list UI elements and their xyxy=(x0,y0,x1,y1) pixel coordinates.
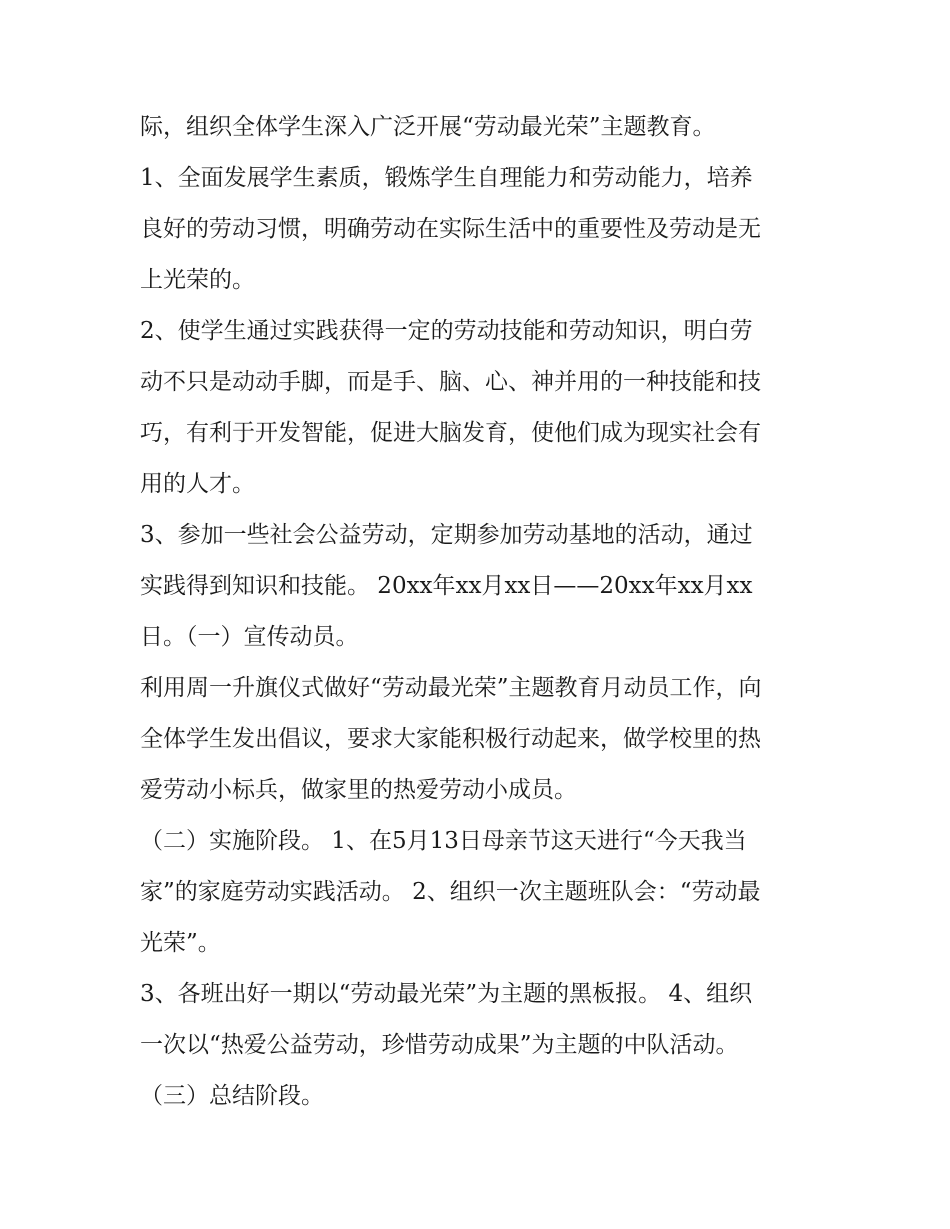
text-line: 家”的家庭劳动实践活动。 2、组织一次主题班队会：“劳动最 xyxy=(140,879,761,905)
document-body xyxy=(140,102,830,1122)
text-line: 一次以“热爱公益劳动，珍惜劳动成果”为主题的中队活动。 xyxy=(140,1032,739,1058)
text-line: 际，组织全体学生深入广泛开展“劳动最光荣”主题教育。 xyxy=(140,114,716,140)
text-line: （二）实施阶段。 1、在5月13日母亲节这天进行“今天我当 xyxy=(140,828,747,854)
text-line: 光荣”。 xyxy=(140,930,221,956)
text-line: 3、各班出好一期以“劳动最光荣”为主题的黑板报。 4、组织 xyxy=(140,981,753,1007)
text-line: 1、全面发展学生素质，锻炼学生自理能力和劳动能力，培养 xyxy=(140,165,753,191)
text-line: 2、使学生通过实践获得一定的劳动技能和劳动知识，明白劳 xyxy=(140,318,753,344)
text-line: 爱劳动小标兵，做家里的热爱劳动小成员。 xyxy=(140,777,577,803)
text-line: 全体学生发出倡议，要求大家能积极行动起来，做学校里的热 xyxy=(140,726,761,752)
text-line: 上光荣的。 xyxy=(140,267,255,293)
text-line: 利用周一升旗仪式做好“劳动最光荣”主题教育月动员工作，向 xyxy=(140,675,762,701)
text-line: 实践得到知识和技能。 20xx年xx月xx日——20xx年xx月xx xyxy=(140,573,753,599)
text-line: （三）总结阶段。 xyxy=(140,1083,324,1109)
text-line: 良好的劳动习惯，明确劳动在实际生活中的重要性及劳动是无 xyxy=(140,216,761,242)
text-line: 用的人才。 xyxy=(140,471,255,497)
text-line: 3、参加一些社会公益劳动，定期参加劳动基地的活动，通过 xyxy=(140,522,753,548)
text-line: 巧，有利于开发智能，促进大脑发育，使他们成为现实社会有 xyxy=(140,420,761,446)
text-line: 日。（一）宣传动员。 xyxy=(140,624,359,650)
text-line: 动不只是动动手脚，而是手、脑、心、神并用的一种技能和技 xyxy=(140,369,761,395)
